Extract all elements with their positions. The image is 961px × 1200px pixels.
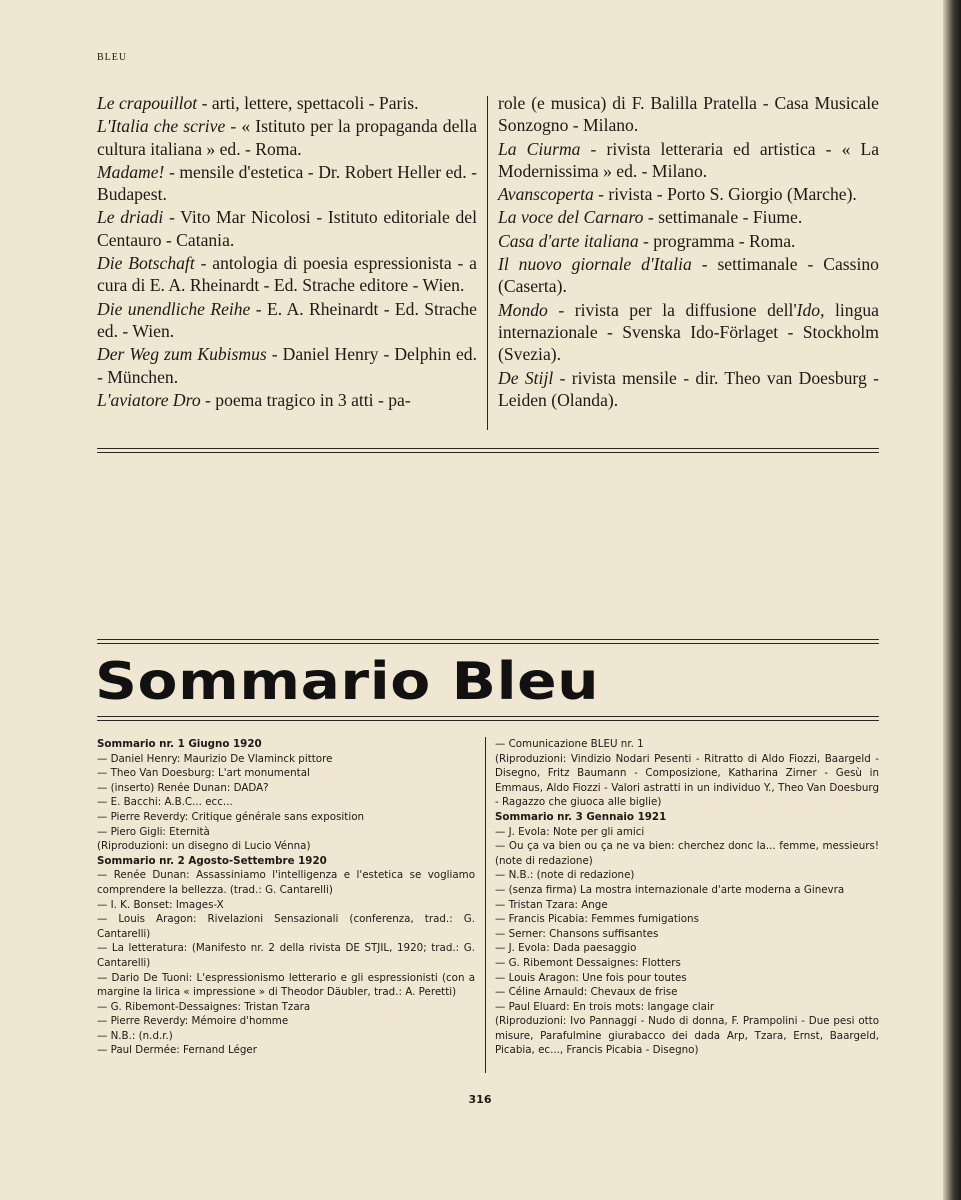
periodical-details: - programma - Roma. [638,230,796,251]
section-title: Sommario Bleu [95,652,600,712]
summary-line: — N.B.: (n.d.r.) [97,1029,173,1042]
periodical-title: L'Italia che scrive [97,116,226,137]
periodical-entry [97,115,477,160]
periodical-details: - mensile d'estetica - Dr. Robert Heller ed. - Budapest. [97,161,477,205]
summary-line: — La letteratura: (Manifesto nr. 2 della rivista DE STJIL, 1920; trad.: G. Cantarelli) [97,942,475,969]
periodical-details: - Daniel Henry - Delphin ed. - München. [97,344,477,387]
page-binding-edge [943,0,961,1200]
summary-line: — J. Evola: Dada paesaggio [495,942,637,955]
summary-heading: Sommario nr. 2 Agosto-Settembre 1920 [97,854,327,867]
periodical-details: - Vito Mar Nicolosi - Istituto editoriale del Centauro - Catania. [97,207,477,250]
summary-line: — (inserto) Renée Dunan: DADA? [97,781,269,794]
summary-line: (Riproduzioni: Vindizio Nodari Pesenti - Ritratto di Aldo Fiozzi, Baargeld - Disegno, Fritz Baumann - Composizione, Katharina Zirner - Gesù in Emmaus, Aldo Fiozzi - Valori astratti in un individuo Y., Theo Van Doesburg - Ragazzo che giuoca alle biglie) [495,752,879,809]
summary-line: — G. Ribemont-Dessaignes: Tristan Tzara [97,1000,311,1013]
summary-line: — Theo Van Doesburg: L'art monumental [97,767,310,780]
periodical-title: Die Botschaft [97,253,195,274]
periodical-entry [97,298,477,343]
summary-list [97,737,879,1077]
summary-line: — N.B.: (note di redazione) [495,869,635,882]
summary-line: — Pierre Reverdy: Mémoire d'homme [97,1015,289,1028]
summary-line: — Comunicazione BLEU nr. 1 [495,738,644,750]
summary-line: — Ou ça va bien ou ça ne va bien: cherchez donc la... femme, messieurs! (note di redazione) [495,840,879,867]
periodical-entry [97,92,477,114]
periodical-details: - arti, lettere, spettacoli - Paris. [197,93,419,113]
running-head: BLEU [97,52,128,63]
periodical-title: Casa d'arte italiana [498,230,639,251]
summary-line: — Piero Gigli: Eternità [97,825,210,838]
summary-line: — Renée Dunan: Assassiniamo l'intelligenza e l'estetica se vogliamo comprendere la bellezza. (trad.: G. Cantarelli) [97,869,475,896]
periodical-details: - settimanale - Cassino (Caserta). [498,254,879,297]
periodical-title: Il nuovo giornale d'Italia [498,254,692,275]
periodical-entry [498,230,879,252]
summary-line: — Serner: Chansons suffisantes [495,927,659,940]
periodical-details: - poema tragico in 3 atti - pa- [200,389,411,410]
periodical-entry [498,92,879,137]
summary-heading: Sommario nr. 3 Gennaio 1921 [495,810,667,823]
summary-column-divider [485,737,486,1073]
periodical-details: - rivista letteraria ed artistica - « La Modernissima » ed. - Milano. [498,138,880,181]
periodicals-column-right [498,92,879,412]
periodical-details: - rivista - Porto S. Giorgio (Marche). [593,184,857,205]
summary-heading: Sommario nr. 1 Giugno 1920 [97,738,262,750]
summary-line: — G. Ribemont Dessaignes: Flotters [495,956,681,969]
periodical-entry [97,252,477,297]
summary-line: — Louis Aragon: Rivelazioni Sensazionali (conferenza, trad.: G. Cantarelli) [97,913,475,940]
periodical-title: De Stijl [498,367,554,388]
title-bottom-rule [97,716,879,721]
periodical-details: , lingua internazionale - Svenska Ido-Förlaget - Stockholm (Svezia). [498,299,879,365]
summary-line: (Riproduzioni: un disegno di Lucio Vénna) [97,840,311,853]
summary-line: — Pierre Reverdy: Critique générale sans exposition [97,810,365,823]
periodical-entry [97,389,477,411]
column-divider [487,96,488,430]
periodical-entry [97,206,477,251]
summary-column-right [495,737,879,1058]
summary-line: — I. K. Bonset: Images-X [97,898,224,911]
section-divider-rule [97,448,879,453]
summary-line: — Louis Aragon: Une fois pour toutes [495,971,687,984]
page-number: 316 [468,1093,492,1106]
periodical-entry [498,253,879,298]
periodical-details: - E. A. Rheinardt - Ed. Strache ed. - Wien. [97,298,477,341]
summary-column-left [97,737,475,1058]
periodical-details: - rivista mensile - dir. Theo van Doesburg - Leiden (Olanda). [498,367,879,410]
periodical-title: Ido [796,299,821,320]
summary-line: — (senza firma) La mostra internazionale d'arte moderna a Ginevra [495,883,845,896]
periodical-details: - rivista per la diffusione dell' [547,299,797,320]
summary-line: — J. Evola: Note per gli amici [495,825,645,838]
summary-line: — Paul Dermée: Fernand Léger [97,1044,257,1057]
summary-line: — Dario De Tuoni: L'espressionismo letterario e gli espressionisti (con a margine la lirica « impressione » di Theodor Däubler, trad.: A. Peretti) [97,971,475,999]
periodical-title: Le crapouillot [97,93,198,113]
summary-line: — Céline Arnauld: Chevaux de frise [495,986,678,999]
periodical-details: - settimanale - Fiume. [643,207,803,228]
periodical-entry [498,183,879,205]
periodicals-column-left [97,92,477,412]
periodical-title: Madame! [97,161,165,182]
periodical-details: role (e musica) di F. Balilla Pratella - Casa Musicale Sonzogno - Milano. [498,93,879,136]
periodicals-list [97,92,879,432]
periodical-title: Der Weg zum Kubismus [97,344,267,365]
periodical-details: - antologia di poesia espressionista - a cura di E. A. Rheinardt - Ed. Strache editore - Wien. [97,253,477,296]
periodical-entry [498,206,879,228]
summary-line: — Paul Eluard: En trois mots: langage clair [495,1000,715,1013]
periodical-details: - « Istituto per la propaganda della cultura italiana » ed. - Roma. [97,116,477,159]
periodical-title: Le driadi [97,207,164,228]
summary-line: — Tristan Tzara: Ange [495,898,608,911]
title-top-rule [97,639,879,644]
periodical-entry [498,138,879,183]
periodical-entry [97,161,477,206]
summary-line: — E. Bacchi: A.B.C... ecc... [97,796,233,809]
periodical-title: Avanscoperta [498,184,594,205]
periodical-title: Die unendliche Reihe [97,298,251,319]
summary-line: (Riproduzioni: Ivo Pannaggi - Nudo di donna, F. Prampolini - Due pesi otto misure, Parafulmine giurabacco dei dada Arp, Tzara, Ernst, Baargeld, Picabia, ec..., Francis Picabia - Disegno) [495,1015,879,1057]
periodical-title: Mondo [498,299,548,320]
periodical-title: La Ciurma [498,138,581,159]
periodical-entry [498,367,879,412]
summary-line: — Daniel Henry: Maurizio De Vlaminck pittore [97,752,333,765]
summary-line: — Francis Picabia: Femmes fumigations [495,913,699,926]
periodical-title: La voce del Carnaro [498,207,644,228]
periodical-title: L'aviatore Dro [97,389,201,410]
periodical-entry [97,343,477,388]
periodical-entry [498,299,879,366]
